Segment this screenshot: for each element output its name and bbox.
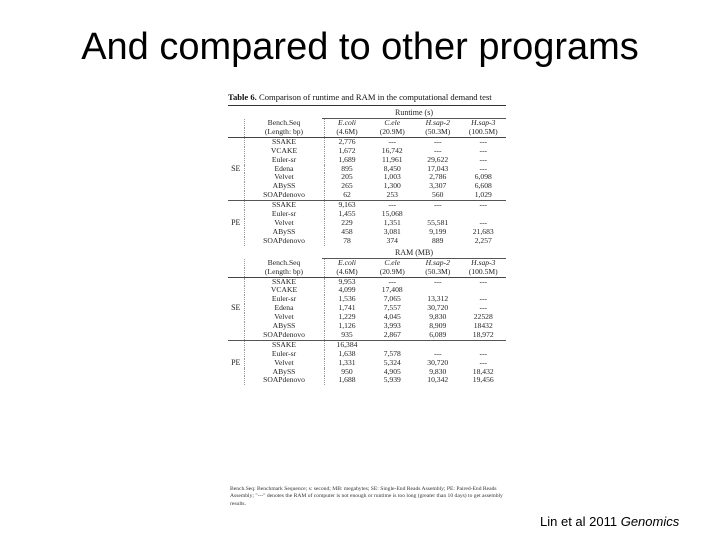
program-name-cell: Euler-sr	[244, 295, 324, 304]
value-cell: 8,450	[383, 164, 401, 173]
comparison-table-image	[228, 92, 506, 385]
column-header-cell: H.sap-2	[425, 258, 450, 267]
table-row	[228, 368, 506, 377]
value-cell: 1,029	[474, 191, 492, 200]
value-cell: 17,043	[427, 164, 449, 173]
value-cell: ---	[461, 201, 507, 210]
value-cell: 5,939	[383, 376, 401, 385]
value-cell: 13,312	[427, 295, 449, 304]
value-cell: 374	[386, 236, 398, 245]
citation-journal: Genomics	[620, 514, 680, 529]
citation-authors: Lin et al 2011	[540, 514, 621, 529]
program-name-cell: SOAPdenovo	[244, 237, 324, 246]
table-caption-label: Table 6.	[228, 92, 257, 102]
program-name-cell: Velvet	[244, 359, 324, 368]
value-cell: ---	[479, 304, 488, 313]
table-row	[228, 304, 506, 313]
value-cell: 6,089	[429, 330, 447, 339]
value-cell: 9,199	[429, 227, 447, 236]
value-cell: ---	[479, 155, 488, 164]
value-cell: 9,163	[324, 201, 370, 210]
value-cell: 458	[341, 227, 353, 236]
value-cell: 1,351	[383, 218, 401, 227]
value-cell: ---	[479, 164, 488, 173]
value-cell: 1,688	[338, 376, 356, 385]
value-cell: ---	[388, 137, 397, 146]
group-header-cell	[228, 128, 244, 137]
value-cell: ---	[479, 218, 488, 227]
slide-title: And compared to other programs	[81, 26, 639, 68]
value-cell: 9,830	[429, 367, 447, 376]
program-name-cell: Euler-sr	[244, 210, 324, 219]
column-header-cell: (50.3M)	[415, 268, 461, 277]
value-cell: 30,720	[427, 358, 449, 367]
value-cell: 18,972	[472, 330, 494, 339]
program-name-cell: ABySS	[244, 368, 324, 377]
value-cell: 6,098	[474, 173, 492, 182]
program-name-cell: Velvet	[244, 173, 324, 182]
program-name-cell: SSAKE	[244, 201, 324, 210]
value-cell	[415, 340, 461, 349]
column-header-cell: H.sap-2	[425, 119, 450, 127]
group-label-cell	[228, 286, 244, 295]
value-cell: 78	[343, 236, 351, 245]
column-header-cell: (4.6M)	[324, 268, 370, 277]
value-cell: 2,786	[429, 173, 447, 182]
value-cell: ---	[433, 146, 442, 155]
runtime-table	[228, 119, 506, 246]
group-label-cell	[228, 295, 244, 304]
value-cell: ---	[370, 201, 416, 210]
program-name-cell: SOAPdenovo	[244, 191, 324, 200]
table-row	[228, 201, 506, 210]
value-cell: 19,456	[472, 376, 494, 385]
group-header-cell	[228, 259, 244, 268]
table-row	[228, 376, 506, 385]
table-row	[228, 147, 506, 156]
value-cell: 2,776	[338, 137, 356, 146]
program-name-cell: Euler-sr	[244, 350, 324, 359]
group-label-cell	[228, 368, 244, 377]
value-cell: ---	[479, 358, 488, 367]
group-label-cell	[228, 210, 244, 219]
value-cell: 1,003	[383, 173, 401, 182]
column-header-cell: C.ele	[384, 258, 401, 267]
program-name-cell: SOAPdenovo	[244, 331, 324, 340]
group-label-cell	[228, 350, 244, 359]
table-header-row	[228, 128, 506, 137]
value-cell: 29,622	[427, 155, 449, 164]
value-cell: 560	[432, 191, 444, 200]
value-cell: 18432	[473, 322, 493, 331]
value-cell: 62	[343, 191, 351, 200]
group-label-cell	[228, 156, 244, 165]
table-caption	[228, 92, 506, 102]
value-cell	[415, 286, 461, 295]
value-cell: 1,300	[383, 182, 401, 191]
table-row	[228, 350, 506, 359]
value-cell: 10,342	[427, 376, 449, 385]
group-label-cell	[228, 331, 244, 340]
value-cell: ---	[479, 295, 488, 304]
value-cell: 895	[341, 164, 353, 173]
value-cell: 30,720	[427, 304, 449, 313]
table-header-row	[228, 119, 506, 128]
value-cell: 1,672	[338, 146, 356, 155]
group-label-cell: PE	[231, 358, 241, 367]
value-cell: 8,909	[429, 322, 447, 331]
program-name-cell: VCAKE	[244, 286, 324, 295]
value-cell	[461, 286, 507, 295]
value-cell: 6,608	[474, 182, 492, 191]
value-cell: ---	[415, 201, 461, 210]
value-cell	[370, 340, 416, 349]
group-label-cell: SE	[231, 164, 241, 173]
value-cell: 7,578	[383, 349, 401, 358]
group-label-cell	[228, 191, 244, 200]
table-row	[228, 137, 506, 146]
value-cell: 935	[341, 330, 353, 339]
value-cell: 5,324	[383, 358, 401, 367]
table-row	[228, 182, 506, 191]
value-cell: 1,741	[338, 304, 356, 313]
group-label-cell	[228, 137, 244, 146]
table-row	[228, 295, 506, 304]
program-name-cell: SSAKE	[244, 277, 324, 286]
table-row	[228, 228, 506, 237]
table-row	[228, 331, 506, 340]
group-label-cell	[228, 147, 244, 156]
value-cell: 1,536	[338, 295, 356, 304]
value-cell: ---	[433, 349, 442, 358]
value-cell: 21,683	[472, 227, 494, 236]
program-header-cell: Bench.Seq	[244, 259, 324, 268]
value-cell: 1,638	[338, 349, 356, 358]
value-cell: 1,229	[338, 313, 356, 322]
value-cell: ---	[479, 146, 488, 155]
value-cell	[461, 340, 507, 349]
table-row	[228, 210, 506, 219]
ram-section-title: RAM (MB)	[322, 246, 506, 259]
program-name-cell: VCAKE	[244, 147, 324, 156]
value-cell: 3,993	[383, 322, 401, 331]
program-name-cell: ABySS	[244, 182, 324, 191]
value-cell: 55,581	[427, 218, 449, 227]
value-cell: 3,307	[429, 182, 447, 191]
column-header-cell: (20.9M)	[370, 268, 416, 277]
value-cell	[461, 210, 507, 219]
value-cell: 950	[341, 367, 353, 376]
value-cell	[415, 210, 461, 219]
program-header-cell: (Length: bp)	[244, 268, 324, 277]
group-label-cell	[228, 237, 244, 246]
value-cell: 205	[341, 173, 353, 182]
table-caption-text: Comparison of runtime and RAM in the computational demand test	[258, 92, 492, 102]
value-cell: 229	[341, 218, 353, 227]
value-cell: 11,961	[381, 155, 403, 164]
program-name-cell: SSAKE	[244, 340, 324, 349]
value-cell: 16,384	[324, 340, 370, 349]
table-row	[228, 322, 506, 331]
value-cell: 16,742	[381, 146, 403, 155]
citation	[540, 514, 679, 530]
group-label-cell	[228, 228, 244, 237]
program-name-cell: Edena	[244, 165, 324, 174]
runtime-section-title: Runtime (s)	[322, 106, 506, 119]
group-label-cell	[228, 277, 244, 286]
value-cell: ---	[433, 137, 442, 146]
column-header-cell: (100.5M)	[461, 268, 507, 277]
value-cell: 2,257	[474, 236, 492, 245]
group-label-cell	[228, 322, 244, 331]
value-cell: 7,557	[383, 304, 401, 313]
value-cell: 4,099	[338, 286, 356, 295]
value-cell: ---	[479, 277, 488, 286]
value-cell: 3,081	[383, 227, 401, 236]
table-row	[228, 156, 506, 165]
group-label-cell	[228, 340, 244, 349]
column-header-cell: (100.5M)	[461, 128, 507, 137]
value-cell: 4,045	[383, 313, 401, 322]
value-cell: 2,867	[383, 330, 401, 339]
group-label-cell	[228, 376, 244, 385]
table-row	[228, 237, 506, 246]
column-header-cell: E.coli	[338, 258, 356, 267]
program-name-cell: ABySS	[244, 228, 324, 237]
program-name-cell: Velvet	[244, 313, 324, 322]
program-name-cell: SOAPdenovo	[244, 376, 324, 385]
value-cell: 22528	[473, 313, 493, 322]
column-header-cell: H.sap-3	[471, 258, 496, 267]
column-header-cell: H.sap-3	[471, 119, 496, 127]
value-cell: ---	[479, 137, 488, 146]
value-cell: 9,953	[338, 277, 356, 286]
value-cell: ---	[479, 349, 488, 358]
group-label-cell	[228, 313, 244, 322]
value-cell: 7,065	[383, 295, 401, 304]
program-name-cell: SSAKE	[244, 137, 324, 146]
value-cell: ---	[433, 277, 442, 286]
value-cell: 1,689	[338, 155, 356, 164]
value-cell: 18,432	[472, 367, 494, 376]
table-row	[228, 340, 506, 349]
value-cell: 15,068	[381, 210, 403, 219]
group-label-cell: SE	[231, 304, 241, 313]
group-label-cell	[228, 182, 244, 191]
value-cell: 1,455	[338, 210, 356, 219]
group-header-cell	[228, 119, 244, 128]
value-cell: 889	[432, 236, 444, 245]
program-name-cell: Euler-sr	[244, 156, 324, 165]
program-header-cell: Bench.Seq	[244, 119, 324, 128]
value-cell: 265	[341, 182, 353, 191]
table-header-row	[228, 259, 506, 268]
table-footnote: Bench.Seq: Benchmark Sequence; s: second; MB: megabytes; SE: Single-End Reads Assembly; PE: Paired-End Reads Assembly; "---" denotes the RAM of computer is not enough or runtime is too long (greater than 10 days) to get assembly results.	[230, 486, 503, 507]
ram-table	[228, 259, 506, 386]
value-cell: 1,126	[338, 322, 356, 331]
value-cell: 9,830	[429, 313, 447, 322]
group-label-cell: PE	[231, 218, 241, 227]
value-cell: ---	[388, 277, 397, 286]
table-row	[228, 277, 506, 286]
table-row	[228, 219, 506, 228]
program-name-cell: Velvet	[244, 219, 324, 228]
table-header-row	[228, 268, 506, 277]
column-header-cell: E.coli	[338, 119, 356, 127]
table-row	[228, 165, 506, 174]
value-cell: 1,331	[338, 358, 356, 367]
table-row	[228, 286, 506, 295]
table-row	[228, 191, 506, 200]
value-cell: 253	[386, 191, 398, 200]
column-header-cell: C.ele	[384, 119, 401, 127]
group-label-cell	[228, 201, 244, 210]
table-row	[228, 359, 506, 368]
group-label-cell	[228, 173, 244, 182]
value-cell: 4,905	[383, 367, 401, 376]
table-row	[228, 313, 506, 322]
column-header-cell: (4.6M)	[324, 128, 370, 137]
program-name-cell: Edena	[244, 304, 324, 313]
group-header-cell	[228, 268, 244, 277]
table-row	[228, 173, 506, 182]
program-header-cell: (Length: bp)	[244, 128, 324, 137]
value-cell: 17,408	[381, 286, 403, 295]
column-header-cell: (20.9M)	[370, 128, 416, 137]
column-header-cell: (50.3M)	[415, 128, 461, 137]
program-name-cell: ABySS	[244, 322, 324, 331]
